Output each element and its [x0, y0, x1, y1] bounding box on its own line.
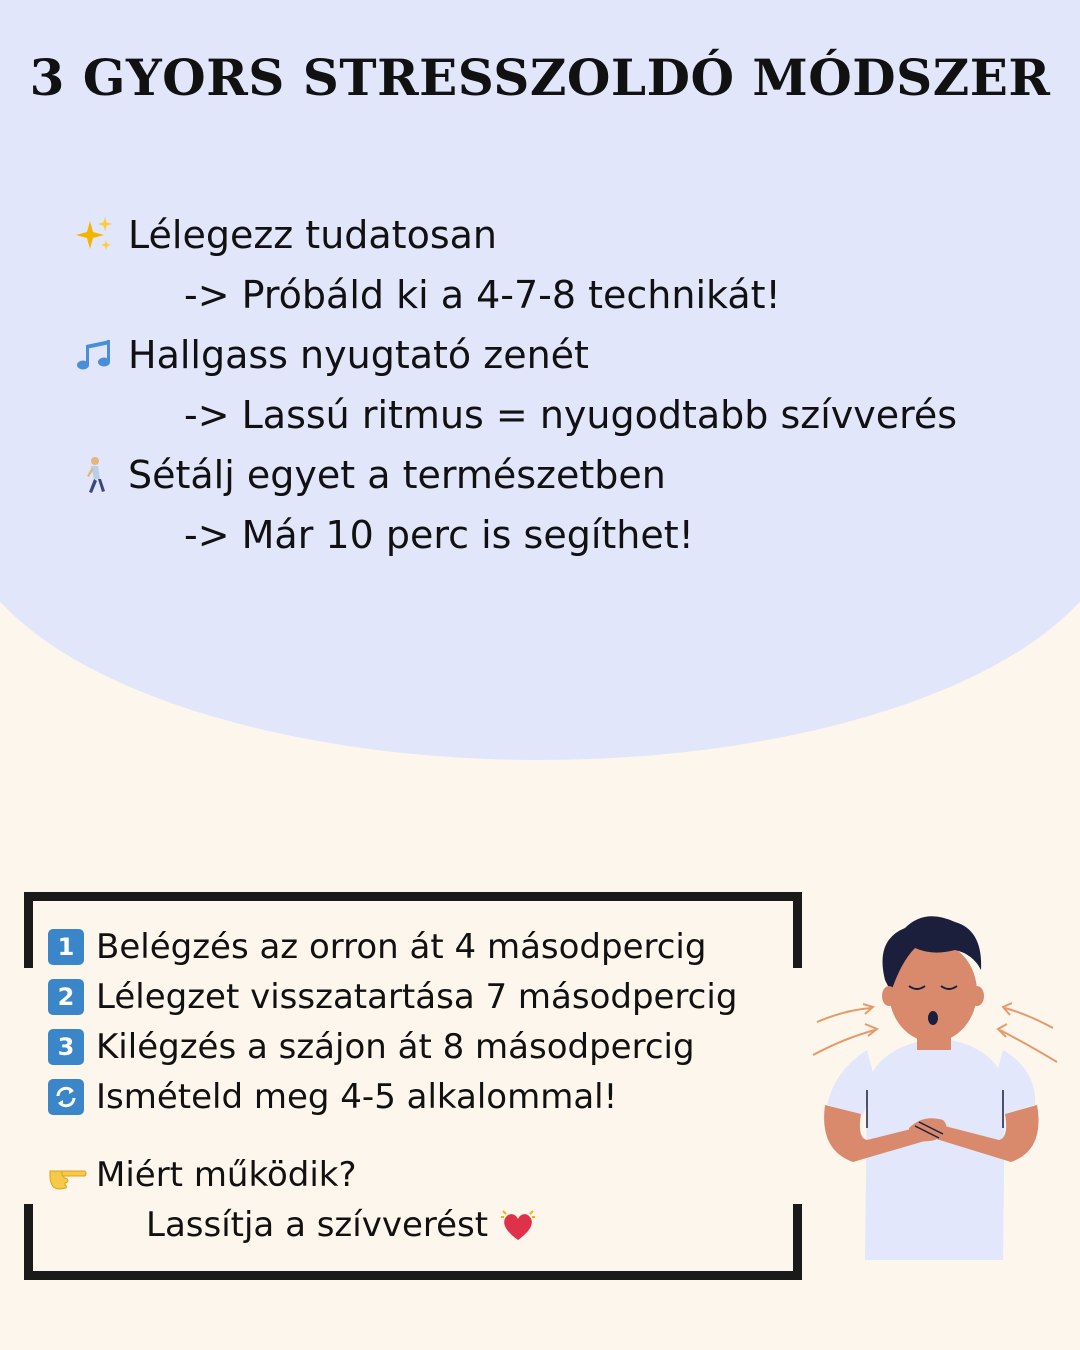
beating-heart-icon — [498, 1205, 550, 1245]
why-answer-line — [48, 1200, 552, 1250]
frame-top-bar — [24, 892, 802, 901]
technique-steps — [48, 922, 737, 1122]
keycap-1-icon: 1 — [48, 929, 84, 965]
tips-list — [74, 205, 957, 565]
tip-1-label: Lélegezz tudatosan — [128, 213, 497, 257]
page-title: 3 GYORS STRESSZOLDÓ MÓDSZER — [29, 48, 1051, 107]
tip-1-detail: -> Próbáld ki a 4-7-8 technikát! — [184, 273, 781, 317]
pointing-hand-icon — [48, 1155, 96, 1195]
keycap-3-icon: 3 — [48, 1029, 84, 1065]
why-answer: Lassítja a szívverést — [146, 1205, 489, 1245]
frame-bottom-bar — [24, 1271, 802, 1280]
walking-person-icon — [74, 455, 126, 495]
step-4-text: Ismételd meg 4-5 alkalommal! — [96, 1077, 618, 1117]
step-4 — [48, 1072, 737, 1122]
why-question-line — [48, 1150, 552, 1200]
frame-top-left-bar — [24, 892, 33, 968]
keycap-2-icon: 2 — [48, 979, 84, 1015]
repeat-arrows-icon — [48, 1079, 84, 1115]
step-1 — [48, 922, 737, 972]
music-notes-icon — [74, 335, 126, 375]
tip-2-label: Hallgass nyugtató zenét — [128, 333, 589, 377]
why-question: Miért működik? — [96, 1155, 357, 1195]
sparkles-icon — [74, 215, 126, 255]
breathing-person-illustration — [805, 900, 1065, 1270]
step-2-text: Lélegzet visszatartása 7 másodpercig — [96, 977, 738, 1017]
step-1-text: Belégzés az orron át 4 másodpercig — [96, 927, 707, 967]
frame-top-right-bar — [793, 892, 802, 968]
frame-bottom-right-bar — [793, 1204, 802, 1280]
frame-bottom-left-bar — [24, 1204, 33, 1280]
why-section — [48, 1150, 552, 1250]
tip-2-label-line — [74, 325, 957, 385]
tip-3-label-line — [74, 445, 957, 505]
step-3-text: Kilégzés a szájon át 8 másodpercig — [96, 1027, 695, 1067]
step-2 — [48, 972, 737, 1022]
tip-3-detail: -> Már 10 perc is segíthet! — [184, 513, 694, 557]
tip-1-label-line — [74, 205, 957, 265]
tip-3-label: Sétálj egyet a természetben — [128, 453, 666, 497]
step-3 — [48, 1022, 737, 1072]
tip-2-detail: -> Lassú ritmus = nyugodtabb szívverés — [184, 393, 958, 437]
